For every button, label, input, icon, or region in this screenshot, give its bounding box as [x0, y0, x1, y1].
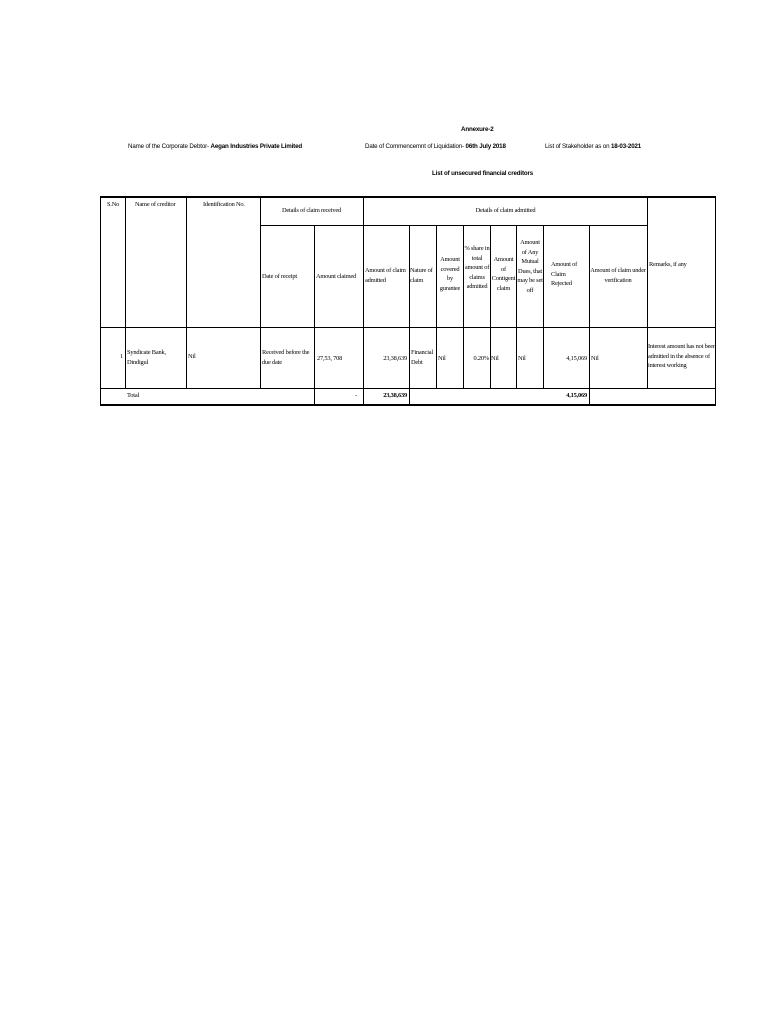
- liquidation-label: Date of Commencemnt of Liquidation-: [365, 143, 464, 150]
- liquidation-value: 06th July 2018: [465, 143, 506, 150]
- stakeholder-date-line: [545, 143, 641, 150]
- row-sno: 1: [120, 353, 123, 360]
- row-contingent: Nil: [491, 355, 499, 362]
- table-title: List of unsecured financial creditors: [432, 170, 534, 177]
- col-received-group-header: Details of claim received: [281, 207, 342, 214]
- row-identification: Nil: [188, 353, 196, 360]
- liquidation-date-line: [365, 143, 506, 150]
- row-covered: Nil: [438, 355, 446, 362]
- row-nature: Financial Debt: [411, 349, 433, 366]
- col-amount-admitted-header: Amount of claim admitted: [365, 267, 406, 284]
- stakeholder-label: List of Stakeholder as on: [545, 143, 610, 150]
- col-under-verification-header: Amount of claim under verification: [590, 267, 646, 284]
- row-amount-claimed: 27,53, 708: [317, 355, 343, 362]
- row-share: 0.20%: [473, 355, 489, 362]
- col-nature-header: Nature of claim: [410, 267, 433, 284]
- col-name-header: Name of creditor: [135, 201, 176, 208]
- debtor-value: Aegan Industries Private Limited: [210, 143, 303, 150]
- col-amount-claimed-header: Amount claimed: [316, 273, 356, 280]
- row-creditor-name: Syndicate Bank, Dindigul: [127, 349, 166, 366]
- total-label: Total: [127, 392, 140, 399]
- col-sno-header: S.No: [107, 201, 120, 208]
- row-amount-admitted: 23,38,639: [383, 355, 407, 362]
- row-under-verification: Nil: [591, 355, 599, 362]
- col-remarks-header: Remarks, if any: [649, 261, 687, 268]
- total-rejected: 4,15,069: [566, 392, 587, 399]
- annexure-title: Annexure-2: [461, 126, 494, 133]
- stakeholder-value: 18-03-2021: [610, 143, 642, 150]
- col-id-header: Identification No.: [203, 201, 245, 208]
- debtor-label: Name of the Corporate Debtor-: [128, 143, 209, 150]
- row-rejected: 4,15,069: [566, 355, 587, 362]
- total-amount-admitted: 23,38,639: [383, 392, 407, 399]
- row-mutual: Nil: [518, 355, 526, 362]
- col-contingent-header: Amount of Contigent claim: [491, 256, 516, 292]
- col-mutual-header: Amount of Any Mutual Dues, that may be set off: [517, 239, 543, 294]
- col-covered-header: Amount covered by gurantee: [439, 256, 461, 292]
- row-date-receipt: Received before the due date: [262, 349, 310, 366]
- total-amount-claimed: -: [355, 392, 357, 399]
- row-remarks: Interest amount has not been admitted in the absence of interest working: [648, 343, 716, 369]
- col-rejected-header: Amount of Claim Rejected: [551, 261, 578, 287]
- corporate-debtor-line: [128, 143, 302, 150]
- col-share-header: % share in total amount of claims admitted: [464, 245, 490, 290]
- col-date-receipt-header: Date of receipt: [262, 273, 297, 280]
- col-admitted-group-header: Details of claim admitted: [475, 207, 536, 214]
